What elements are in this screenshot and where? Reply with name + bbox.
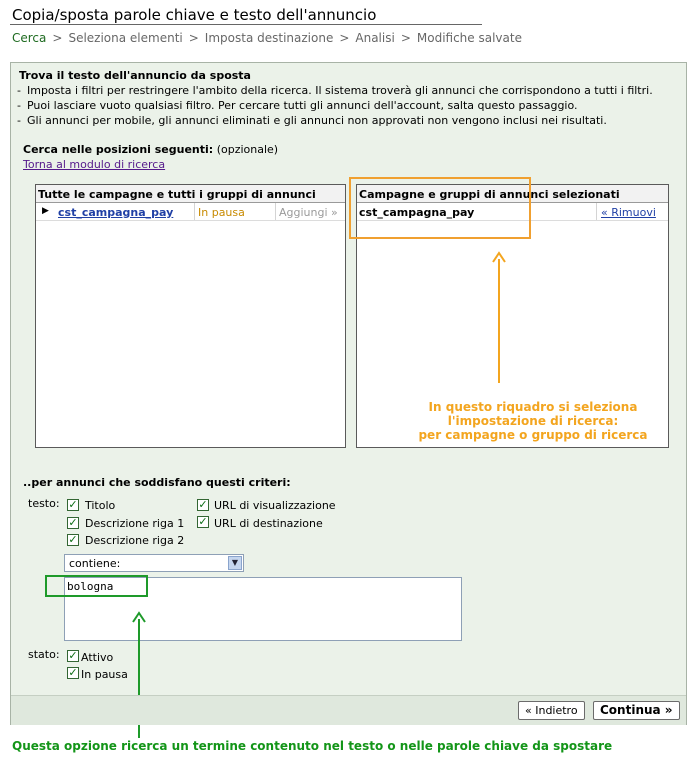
chevron-down-icon[interactable]: ▼ bbox=[228, 556, 242, 570]
positions-label-text: Cerca nelle posizioni seguenti: bbox=[23, 143, 214, 156]
remove-link[interactable]: « Rimuovi bbox=[601, 206, 656, 219]
green-annotation: Questa opzione ricerca un termine contenuto nel testo o nelle parole chiave da spostare bbox=[12, 739, 613, 753]
criteria-title: ..per annunci che soddisfano questi criteri: bbox=[23, 476, 291, 489]
title-divider bbox=[10, 24, 482, 25]
checkbox-paused[interactable]: ✓ bbox=[68, 666, 78, 679]
orange-highlight-box bbox=[349, 177, 531, 239]
all-campaigns-list bbox=[35, 184, 346, 448]
continue-button[interactable]: Continua » bbox=[593, 701, 680, 720]
checkbox-description-1-label: Descrizione riga 1 bbox=[85, 517, 185, 530]
all-campaigns-header: Tutte le campagne e tutti i gruppi di annunci bbox=[36, 185, 345, 203]
positions-label bbox=[23, 143, 278, 156]
checkbox-description-1[interactable]: ✓ bbox=[68, 516, 78, 529]
selected-campaign-name: cst_campagna_pay bbox=[359, 206, 475, 219]
button-bar bbox=[11, 695, 686, 725]
search-panel bbox=[10, 62, 687, 725]
intro-bullets bbox=[17, 83, 653, 128]
breadcrumb-step-saved: Modifiche salvate bbox=[416, 31, 522, 45]
status-label: stato: bbox=[28, 648, 60, 661]
checkbox-display-url[interactable]: ✓ bbox=[198, 498, 208, 511]
checkbox-description-2[interactable]: ✓ bbox=[68, 533, 78, 546]
checkbox-destination-url-label: URL di destinazione bbox=[214, 517, 323, 530]
breadcrumb-step-analysis: Analisi bbox=[355, 31, 395, 45]
checkbox-destination-url[interactable]: ✓ bbox=[198, 515, 208, 528]
selected-campaigns-header: Campagne e gruppi di annunci selezionati bbox=[357, 185, 668, 203]
checkbox-title-label: Titolo bbox=[85, 499, 116, 512]
orange-annotation-line: l'impostazione di ricerca: bbox=[447, 414, 619, 428]
search-text-value: bologna bbox=[67, 580, 114, 593]
page-title: Copia/sposta parole chiave e testo dell'annuncio bbox=[12, 6, 377, 24]
add-button[interactable]: Aggiungi » bbox=[279, 206, 338, 219]
checkbox-description-2-label: Descrizione riga 2 bbox=[85, 534, 185, 547]
intro-bullet: - Gli annunci per mobile, gli annunci eliminati e gli annunci non approvati non vengono inclusi nei risultati. bbox=[17, 113, 653, 128]
green-highlight-box bbox=[45, 575, 148, 597]
back-button[interactable]: « Indietro bbox=[518, 701, 585, 720]
campaign-link[interactable]: cst_campagna_pay bbox=[58, 206, 174, 219]
back-to-search-link[interactable]: Torna al modulo di ricerca bbox=[23, 158, 166, 171]
text-label: testo: bbox=[28, 497, 60, 510]
intro-title: Trova il testo dell'annuncio da sposta bbox=[19, 69, 251, 82]
campaign-status: In pausa bbox=[198, 206, 245, 219]
checkbox-display-url-label: URL di visualizzazione bbox=[214, 499, 336, 512]
expand-triangle-icon[interactable]: ▶ bbox=[42, 206, 49, 216]
checkbox-paused-label: In pausa bbox=[81, 668, 128, 681]
checkbox-title[interactable]: ✓ bbox=[68, 498, 78, 511]
orange-arrow-icon bbox=[497, 253, 501, 383]
checkbox-active-label: Attivo bbox=[81, 651, 114, 664]
breadcrumb-step-destination: Imposta destinazione bbox=[204, 31, 334, 45]
checkbox-active[interactable]: ✓ bbox=[68, 649, 78, 662]
table-row[interactable] bbox=[36, 203, 345, 221]
match-type-value: contiene: bbox=[69, 557, 121, 570]
intro-bullet: - Imposta i filtri per restringere l'ambito della ricerca. Il sistema troverà gli annunci che corrispondono a tutti i filtri. bbox=[17, 83, 653, 98]
intro-bullet: - Puoi lasciare vuoto qualsiasi filtro. Per cercare tutti gli annunci dell'account, salta questo passaggio. bbox=[17, 98, 653, 113]
positions-optional: (opzionale) bbox=[216, 143, 279, 156]
breadcrumb: Cerca > Seleziona elementi > Imposta destinazione > Analisi > Modifiche salvate bbox=[12, 31, 522, 45]
breadcrumb-step-search: Cerca bbox=[12, 31, 47, 45]
match-type-select[interactable] bbox=[64, 554, 244, 572]
breadcrumb-step-select: Seleziona elementi bbox=[68, 31, 183, 45]
orange-annotation-line: per campagne o gruppo di ricerca bbox=[418, 428, 648, 442]
orange-annotation bbox=[413, 400, 653, 442]
orange-annotation-line: In questo riquadro si seleziona bbox=[428, 400, 638, 414]
